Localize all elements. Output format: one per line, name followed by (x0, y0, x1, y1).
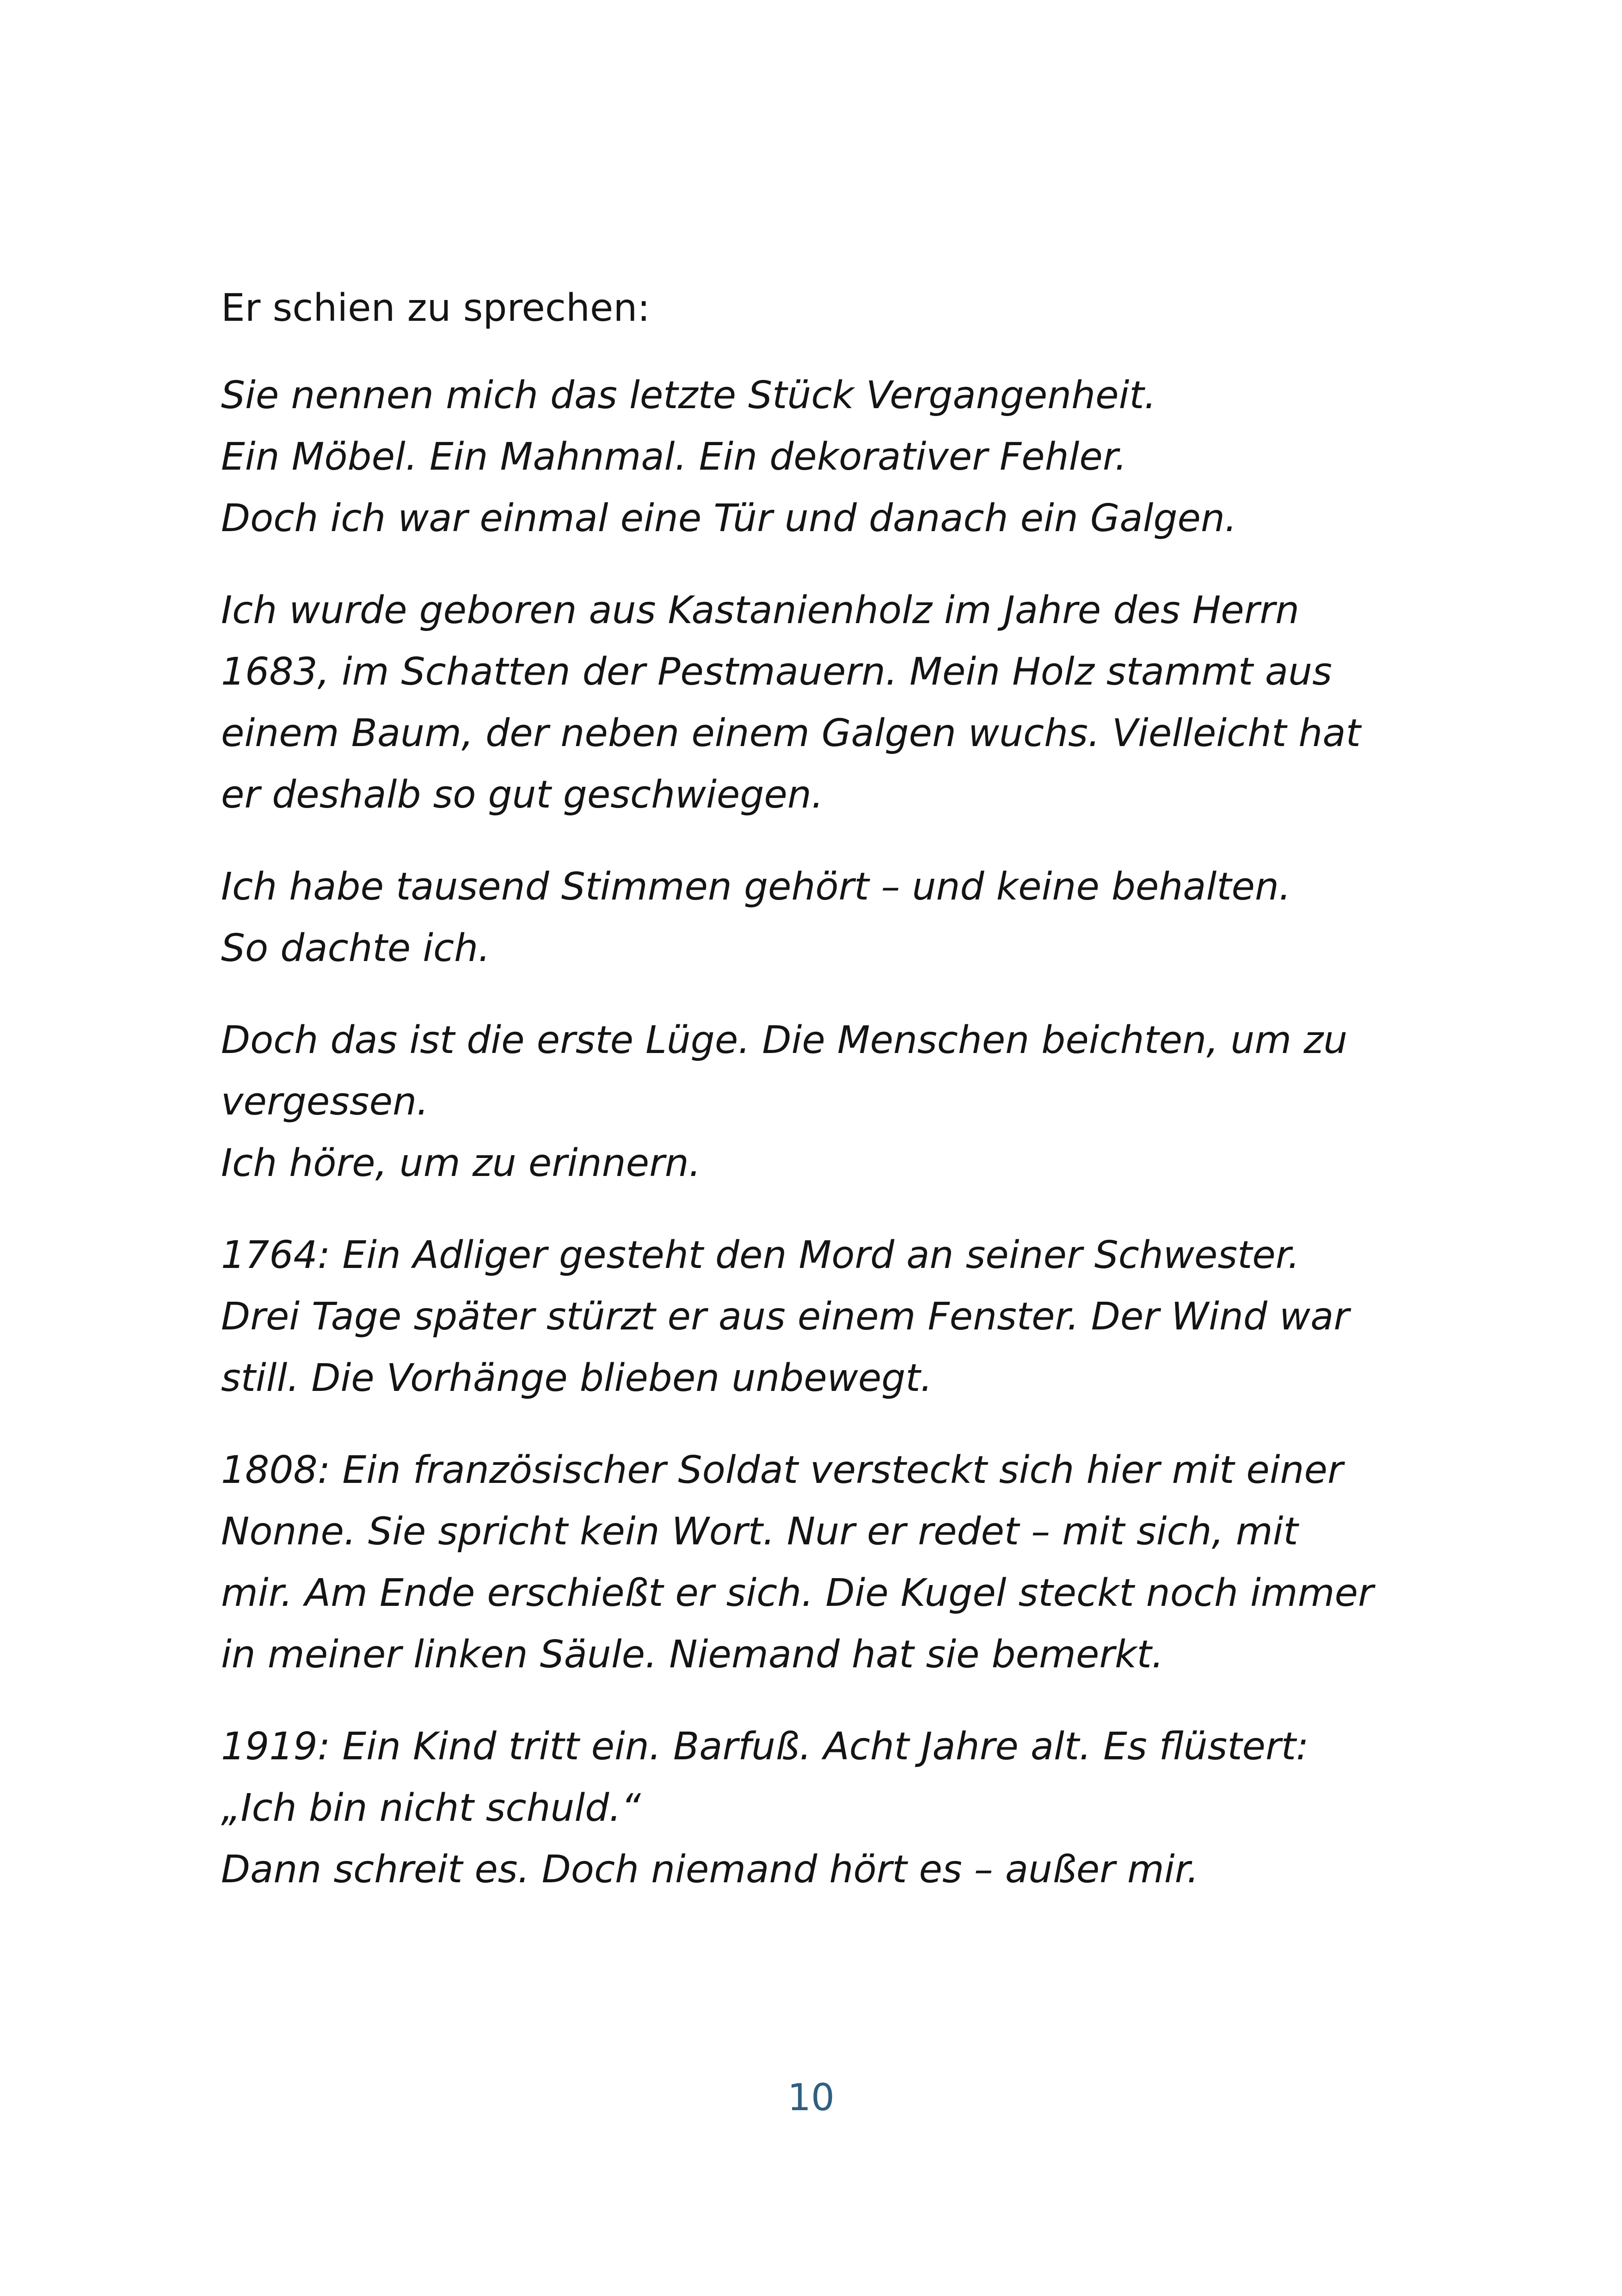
paragraph-3 (221, 856, 1423, 979)
paragraph-5 (221, 1225, 1423, 1409)
text-line: 1808: Ein französischer Soldat versteckt sich hier mit einer (221, 1448, 1343, 1492)
page-number: 10 (787, 2076, 835, 2119)
text-line: er deshalb so gut geschwiegen. (221, 773, 823, 817)
paragraph-6 (221, 1439, 1423, 1685)
text-line: Er schien zu sprechen: (221, 286, 650, 330)
text-line: 1683, im Schatten der Pestmauern. Mein Holz stammt aus (221, 650, 1332, 694)
paragraph-7 (221, 1716, 1423, 1900)
text-line: vergessen. (221, 1080, 429, 1124)
text-line: 1764: Ein Adliger gesteht den Mord an seiner Schwester. (221, 1233, 1300, 1277)
text-line: So dachte ich. (221, 926, 491, 970)
text-line: einem Baum, der neben einem Galgen wuchs. Vielleicht hat (221, 711, 1361, 755)
intro-line (221, 277, 1423, 339)
text-line: Drei Tage später stürzt er aus einem Fenster. Der Wind war (221, 1295, 1350, 1339)
text-line: „Ich bin nicht schuld.“ (221, 1786, 641, 1830)
text-line: in meiner linken Säule. Niemand hat sie bemerkt. (221, 1633, 1164, 1677)
text-line: Ich habe tausend Stimmen gehört – und keine behalten. (221, 865, 1291, 909)
paragraph-2 (221, 580, 1423, 826)
text-line: Ich wurde geboren aus Kastanienholz im Jahre des Herrn (221, 588, 1300, 632)
text-line: Ich höre, um zu erinnern. (221, 1141, 701, 1185)
text-line: Nonne. Sie spricht kein Wort. Nur er redet – mit sich, mit (221, 1510, 1298, 1554)
text-line: Doch das ist die erste Lüge. Die Menschen beichten, um zu (221, 1018, 1348, 1062)
text-line: Ein Möbel. Ein Mahnmal. Ein dekorativer Fehler. (221, 435, 1127, 479)
paragraph-1 (221, 365, 1423, 549)
body-text (221, 277, 1423, 1931)
paragraph-4 (221, 1010, 1423, 1194)
text-line: 1919: Ein Kind tritt ein. Barfuß. Acht Jahre alt. Es flüstert: (221, 1725, 1309, 1769)
text-line: mir. Am Ende erschießt er sich. Die Kugel steckt noch immer (221, 1571, 1374, 1615)
text-line: Doch ich war einmal eine Tür und danach ein Galgen. (221, 496, 1237, 540)
text-line: Dann schreit es. Doch niemand hört es – außer mir. (221, 1848, 1199, 1892)
text-line: still. Die Vorhänge blieben unbewegt. (221, 1356, 933, 1400)
text-line: Sie nennen mich das letzte Stück Vergangenheit. (221, 373, 1156, 417)
